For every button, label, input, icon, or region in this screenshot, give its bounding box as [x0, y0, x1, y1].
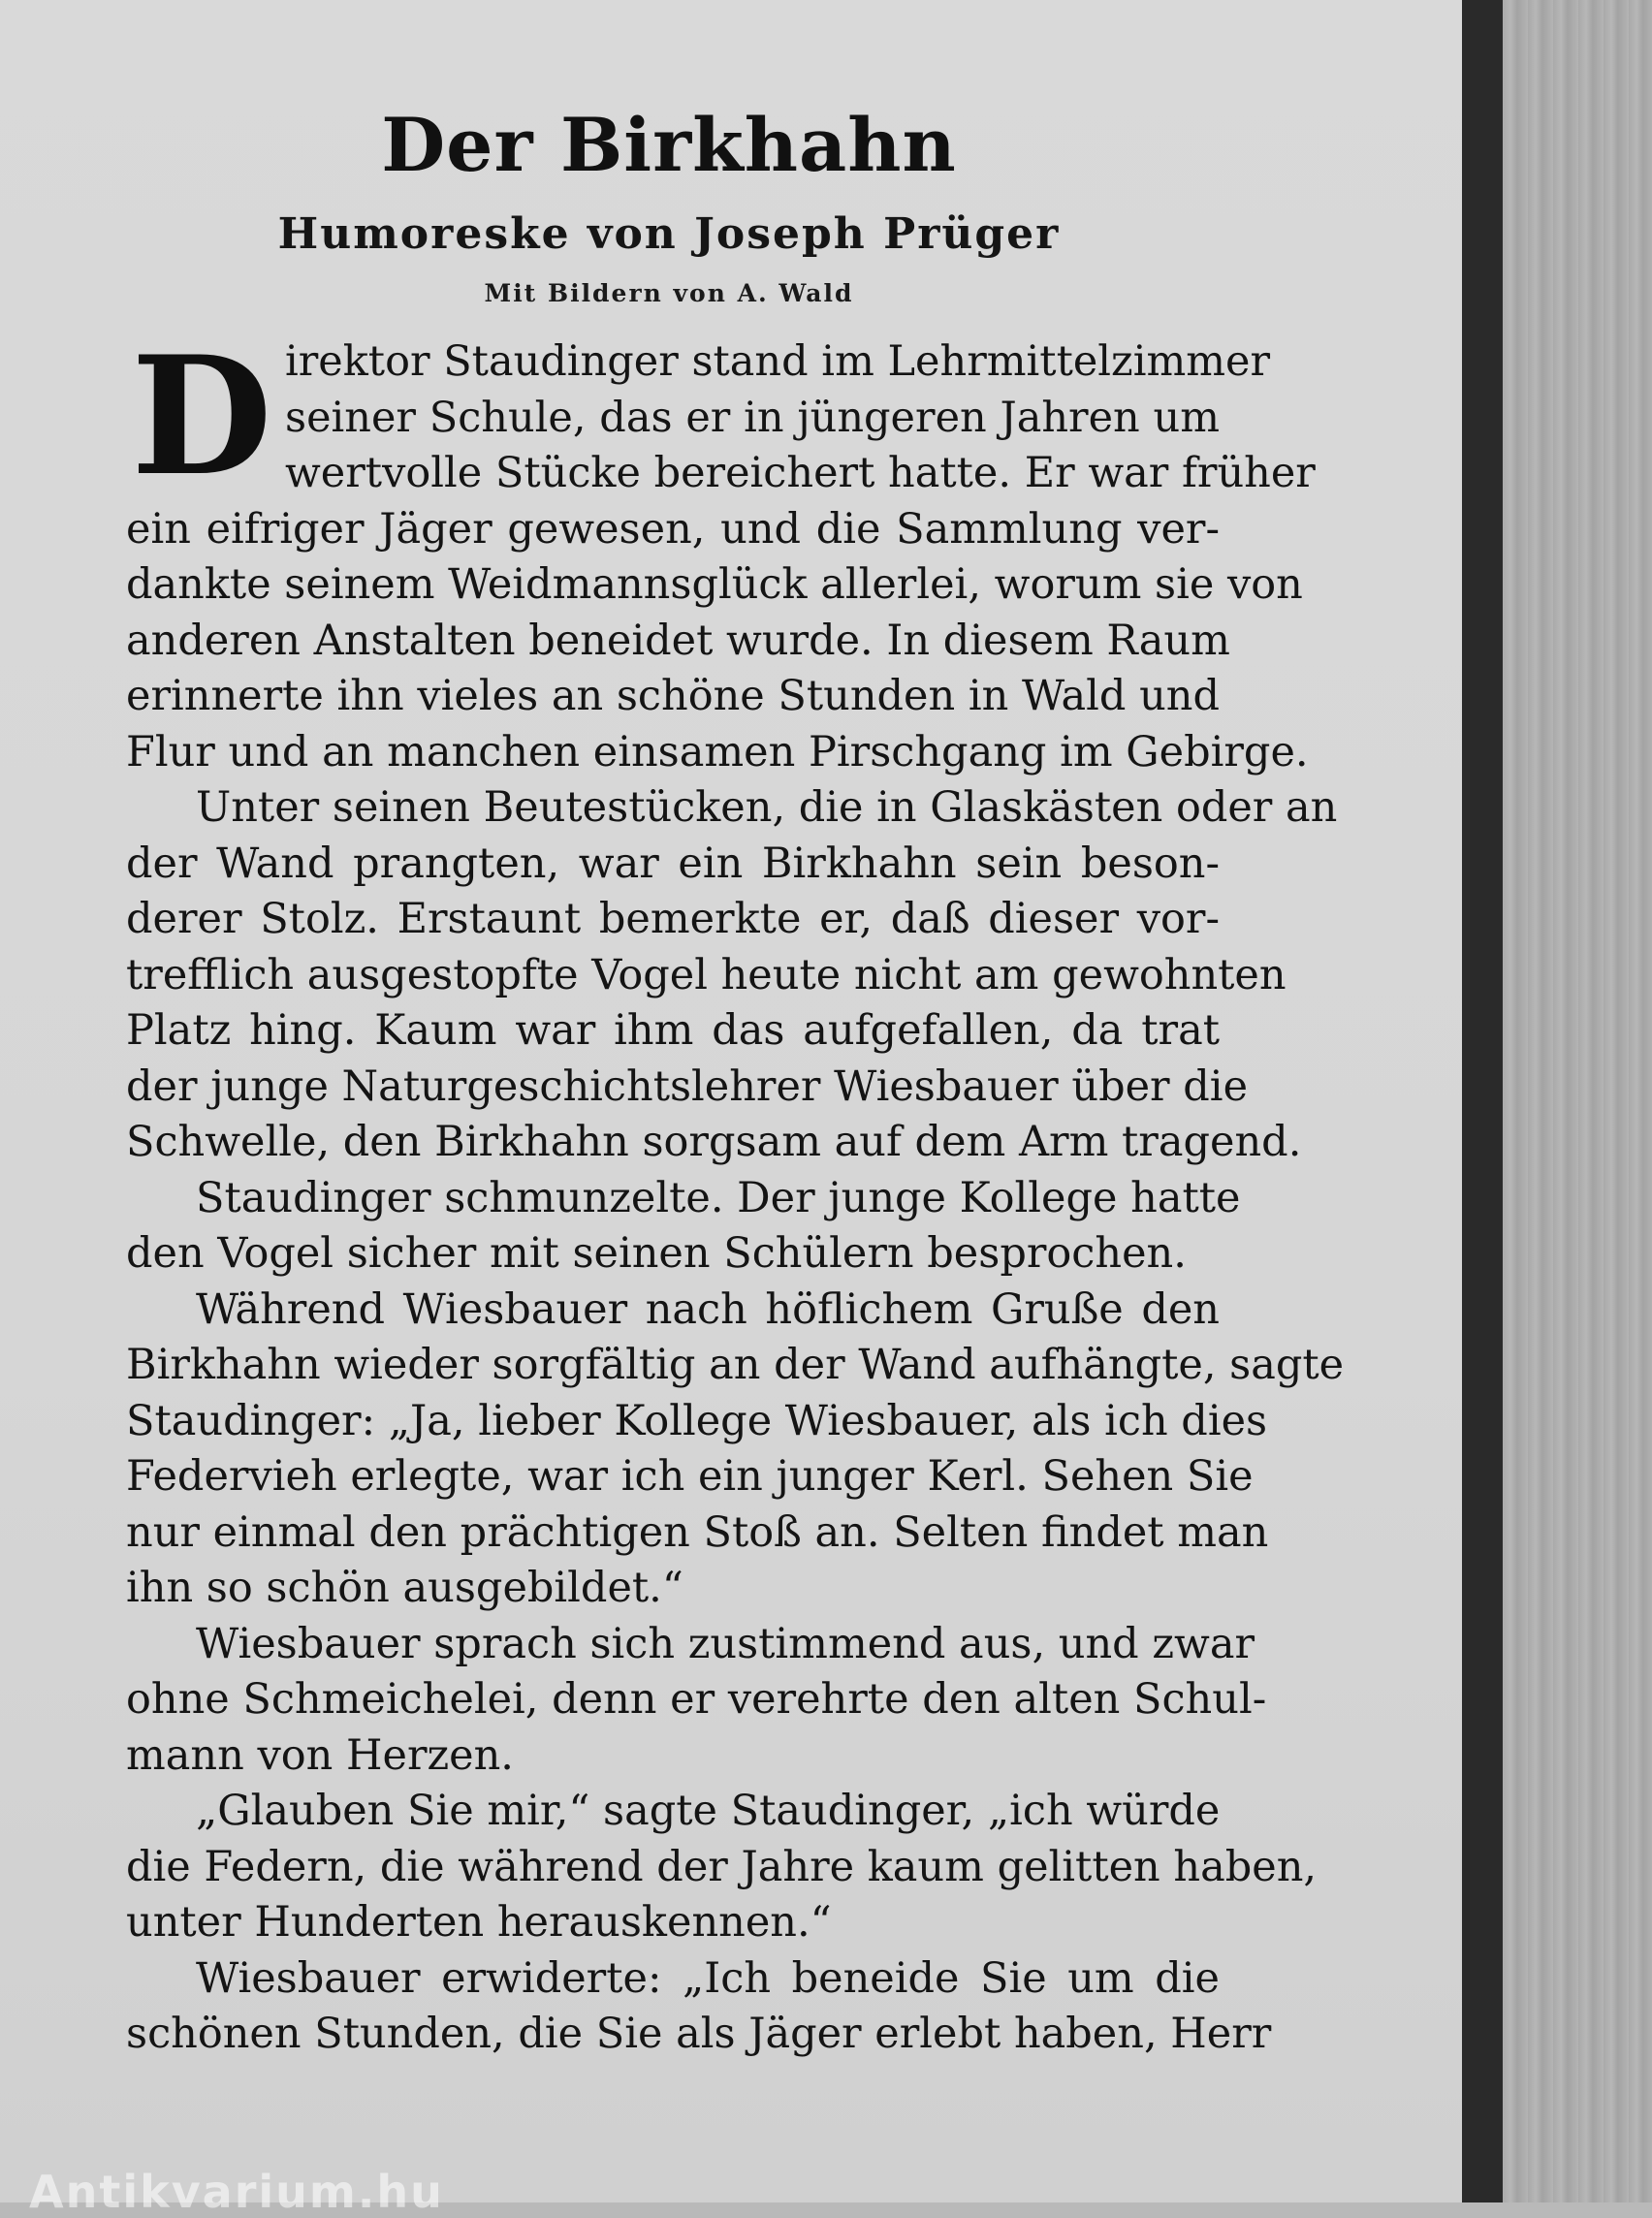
text-line: unter Hunderten herauskennen.“ — [126, 1898, 832, 1947]
text-line: Unter seinen Beutestücken, die in Glaskästen oder an — [196, 783, 1338, 832]
text-line: dankte seinem Weidmannsglück allerlei, worum sie von — [126, 560, 1303, 609]
text-line: Platz hing. Kaum war ihm das aufgefallen, da trat — [126, 1006, 1220, 1055]
drop-cap: D — [131, 320, 272, 512]
text-line: Flur und an manchen einsamen Pirschgang im Gebirge. — [126, 727, 1309, 776]
text-line: Staudinger schmunzelte. Der junge Kollege hatte — [196, 1173, 1241, 1222]
text-line: wertvolle Stücke bereichert hatte. Er war früher — [285, 449, 1316, 497]
text-line: anderen Anstalten beneidet wurde. In diesem Raum — [126, 616, 1230, 665]
text-line: schönen Stunden, die Sie als Jäger erlebt haben, Herr — [126, 2010, 1272, 2058]
story-title: Der Birkhahn — [381, 102, 957, 188]
body-text — [126, 320, 1345, 2063]
illustration-credit: Mit Bildern von A. Wald — [484, 279, 854, 307]
text-line: trefflich ausgestopfte Vogel heute nicht am gewohnten — [126, 950, 1287, 999]
text-line: derer Stolz. Erstaunt bemerkte er, daß dieser vor- — [126, 895, 1220, 943]
text-line: Staudinger: „Ja, lieber Kollege Wiesbauer, als ich dies — [126, 1396, 1268, 1445]
text-line: der junge Naturgeschichtslehrer Wiesbauer über die — [126, 1061, 1249, 1111]
text-line: Wiesbauer sprach sich zustimmend aus, und zwar — [196, 1619, 1255, 1668]
story-subtitle: Humoreske von Joseph Prüger — [277, 209, 1061, 259]
text-line: die Federn, die während der Jahre kaum gelitten haben, — [126, 1842, 1318, 1891]
text-line: der Wand prangten, war ein Birkhahn sein beson- — [126, 839, 1220, 888]
watermark: Antikvarium.hu — [29, 2166, 444, 2218]
text-line: „Glauben Sie mir,“ sagte Staudinger, „ich würde — [196, 1787, 1221, 1835]
text-line: Birkhahn wieder sorgfältig an der Wand aufhängte, sagte — [126, 1341, 1345, 1389]
page-edge-shadow — [1462, 0, 1503, 2202]
text-line: nur einmal den prächtigen Stoß an. Selten findet man — [126, 1507, 1269, 1557]
page-stack-edge — [1503, 0, 1652, 2202]
text-line: mann von Herzen. — [126, 1730, 514, 1780]
text-line: ohne Schmeichelei, denn er verehrte den alten Schul- — [126, 1675, 1267, 1724]
text-line: Schwelle, den Birkhahn sorgsam auf dem Arm tragend. — [126, 1118, 1302, 1166]
text-line: seiner Schule, das er in jüngeren Jahren um — [285, 393, 1220, 442]
text-line: ihn so schön ausgebildet.“ — [126, 1564, 683, 1612]
text-line: Während Wiesbauer nach höflichem Gruße den — [196, 1284, 1220, 1334]
text-line: erinnerte ihn vieles an schöne Stunden in Wald und — [126, 672, 1220, 720]
text-line: Wiesbauer erwiderte: „Ich beneide Sie um die — [196, 1953, 1220, 2003]
text-line: ein eifriger Jäger gewesen, und die Sammlung ver- — [126, 504, 1220, 554]
text-line: den Vogel sicher mit seinen Schülern besprochen. — [126, 1229, 1187, 1278]
text-line: irektor Staudinger stand im Lehrmittelzimmer — [285, 337, 1271, 386]
text-line: Federvieh erlegte, war ich ein junger Kerl. Sehen Sie — [126, 1452, 1254, 1501]
